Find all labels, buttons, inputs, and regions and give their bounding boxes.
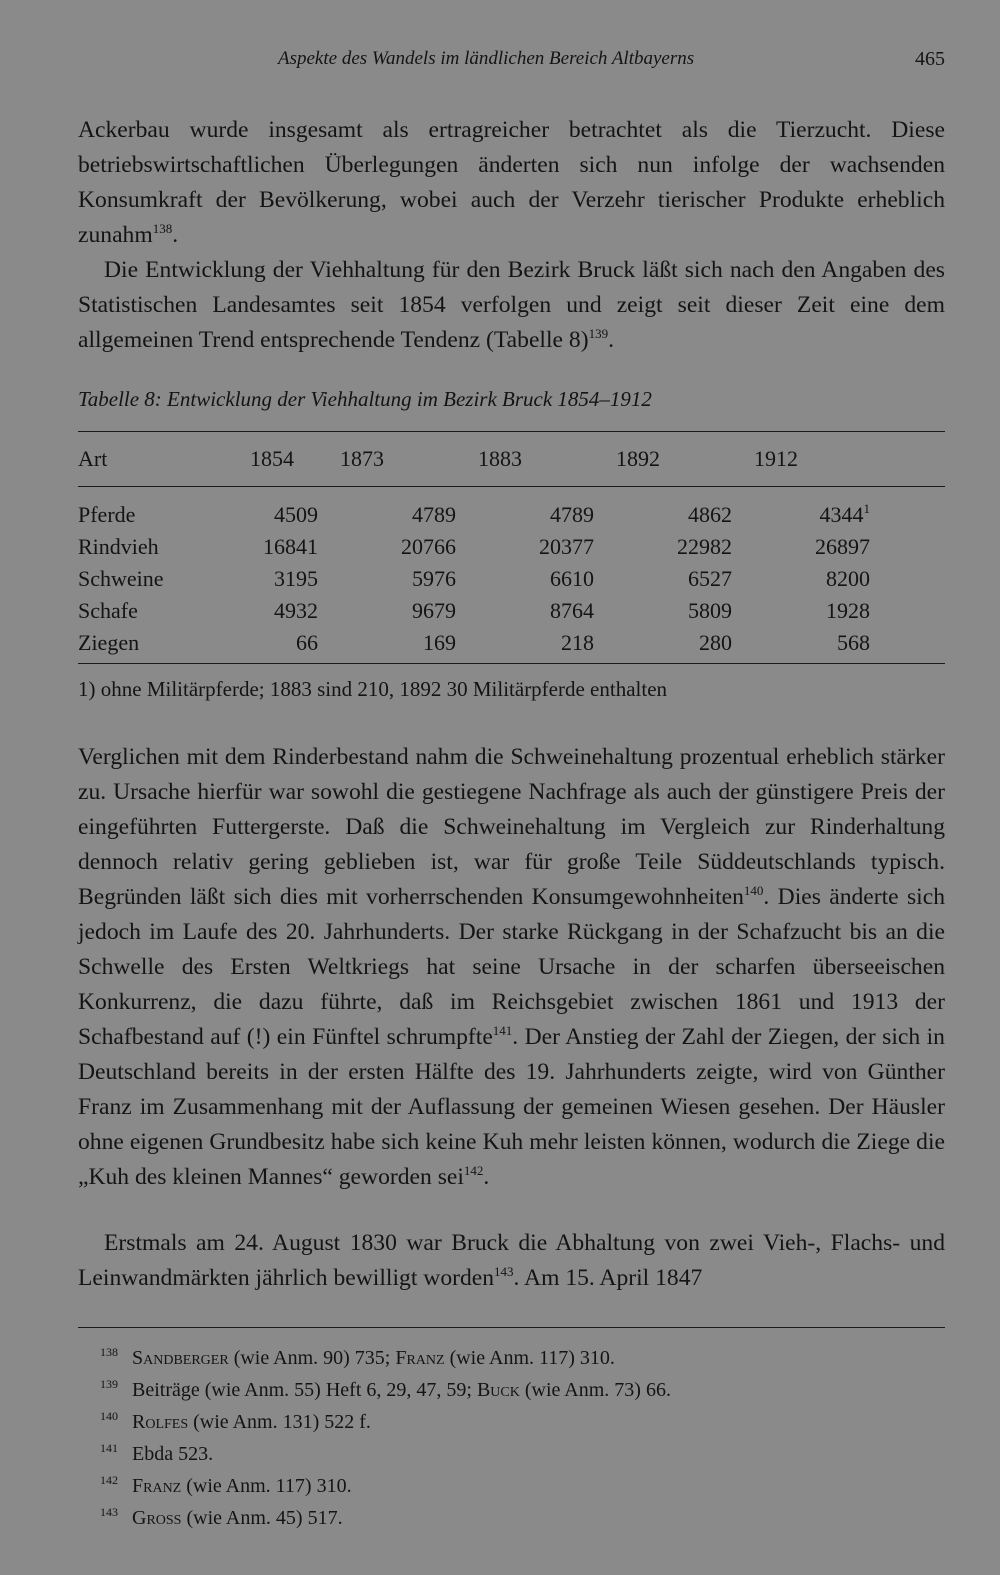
footnote-text: Ebda 523. (132, 1443, 214, 1465)
footnote-author: Franz (132, 1475, 182, 1497)
cell-value: 6527 (688, 566, 732, 591)
footnote-text: (wie Anm. 90) 735; (228, 1347, 396, 1369)
paragraph-4-text: Erstmals am 24. August 1830 war Bruck die Abhaltung von zwei Vieh-, Flachs- und Leinwandmärkten jährlich bewilligt worden (78, 1230, 945, 1291)
footnote-text: (wie Anm. 73) 66. (519, 1379, 671, 1401)
footnote-number: 141 (100, 1441, 118, 1455)
cell-value: 4789 (412, 502, 456, 527)
livestock-table (78, 432, 945, 659)
row-label: Rindvieh (78, 534, 159, 559)
cell-value: 6610 (550, 566, 594, 591)
footnote-text: Beiträge (wie Anm. 55) Heft 6, 29, 47, 59; (132, 1379, 477, 1401)
table-row (78, 563, 945, 595)
footnote-author: Franz (395, 1347, 445, 1369)
footnote-text: (wie Anm. 45) 517. (181, 1507, 343, 1529)
cell-value: 16841 (263, 534, 318, 559)
footnote-143 (100, 1499, 671, 1531)
footnotes (100, 1339, 671, 1531)
paragraph-2-text: Die Entwicklung der Viehhaltung für den Bezirk Bruck läßt sich nach den Angaben des Statistischen Landesamtes seit 1854 verfolgen und zeigt seit dieser Zeit eine dem allgemeinen Trend entsprechende Tendenz (Tabelle 8) (78, 257, 945, 353)
cell-value: 26897 (815, 534, 870, 559)
paragraph-3-text-c: . Der Anstieg der Zahl der Ziegen, der sich in Deutschland bereits in der ersten Hälfte des 19. Jahrhunderts zeigte, wird von Günther Franz im Zusammenhang mit der Auflassung der gemeinen Wiesen gesehen. Der Häusler ohne eigenen Grundbesitz habe sich keine Kuh mehr leisten können, wodurch die Ziege die „Kuh des kleinen Mannes“ geworden sei (78, 1024, 945, 1190)
col-header-1873: 1873 (340, 446, 384, 471)
cell-value: 4789 (550, 502, 594, 527)
cell-value: 4862 (688, 502, 732, 527)
cell-value: 8200 (826, 566, 870, 591)
paragraph-1-end: . (172, 222, 179, 248)
paragraph-4-end: . Am 15. April 1847 (513, 1265, 703, 1291)
paragraph-4 (78, 1226, 945, 1296)
paragraph-3-text-b: . Dies änderte sich jedoch im Laufe des 20. Jahrhunderts. Der starke Rückgang in der Schafzucht bis an die Schwelle des Ersten Weltkriegs hat seine Ursache in der scharfen überseeischen Konkurrenz, die dazu führte, daß im Reichsgebiet zwischen 1861 und 1913 der Schafbestand auf (!) ein Fünftel schrumpfte (78, 884, 945, 1050)
footnote-number: 139 (100, 1377, 118, 1391)
paragraph-3-end: . (483, 1164, 490, 1190)
table-row (78, 531, 945, 563)
footnote-rule (78, 1327, 945, 1328)
table-header-row (78, 432, 945, 487)
cell-value: 20766 (401, 534, 456, 559)
footnote-author: Sandberger (132, 1347, 229, 1369)
col-header-1892: 1892 (616, 446, 660, 471)
paragraph-1-text: Ackerbau wurde insgesamt als ertragreicher betrachtet als die Tierzucht. Diese betriebswirtschaftlichen Überlegungen änderten sich nun infolge der wachsenden Konsumkraft der Bevölkerung, wobei auch der Verzehr tierischer Produkte erheblich zunahm (78, 117, 945, 248)
table-caption: Tabelle 8: Entwicklung der Viehhaltung im Bezirk Bruck 1854–1912 (78, 387, 652, 411)
table-note-ref: 1 (863, 501, 870, 516)
cell-value: 4932 (274, 598, 318, 623)
col-header-1854: 1854 (250, 446, 294, 471)
footnote-author: Rolfes (132, 1411, 189, 1433)
running-title: Aspekte des Wandels im ländlichen Bereich Altbayerns (278, 48, 695, 69)
table-row (78, 499, 945, 531)
cell-value: 5976 (412, 566, 456, 591)
footnote-text: (wie Anm. 131) 522 f. (188, 1411, 371, 1433)
cell-value: 568 (837, 630, 870, 655)
footnote-138 (100, 1339, 671, 1371)
cell-value: 169 (423, 630, 456, 655)
footnote-139 (100, 1371, 671, 1403)
row-label: Pferde (78, 502, 136, 527)
cell-value: 9679 (412, 598, 456, 623)
footnote-142 (100, 1467, 671, 1499)
cell-value: 280 (699, 630, 732, 655)
col-header-art: Art (78, 446, 108, 471)
footnote-140 (100, 1403, 671, 1435)
footnote-author: Buck (476, 1379, 520, 1401)
table-row (78, 595, 945, 627)
footnote-number: 140 (100, 1409, 118, 1423)
footnote-ref-140: 140 (743, 883, 764, 898)
footnote-ref-139: 139 (588, 326, 609, 341)
paragraph-1 (78, 113, 945, 253)
footnote-ref-142: 142 (463, 1163, 484, 1178)
cell-value: 4344$^1$ (819, 501, 870, 527)
cell-value: 8764 (550, 598, 594, 623)
cell-value: 4509 (274, 502, 318, 527)
cell-value: 66 (296, 630, 318, 655)
footnote-number: 143 (100, 1505, 118, 1519)
cell-value: 20377 (539, 534, 594, 559)
cell-value: 218 (561, 630, 594, 655)
footnote-author: Gross (132, 1507, 182, 1529)
cell-value: 1928 (826, 598, 870, 623)
row-label: Ziegen (78, 630, 140, 655)
col-header-1883: 1883 (478, 446, 522, 471)
footnote-141 (100, 1435, 671, 1467)
running-header (78, 44, 945, 78)
col-header-1912: 1912 (754, 446, 798, 471)
footnote-number: 138 (100, 1345, 118, 1359)
cell-value: 5809 (688, 598, 732, 623)
paragraph-2-end: . (608, 327, 614, 353)
table-row (78, 627, 945, 659)
cell-value: 3195 (274, 566, 318, 591)
row-label: Schweine (78, 566, 164, 591)
footnote-text: (wie Anm. 117) 310. (181, 1475, 352, 1497)
footnote-ref-141: 141 (492, 1023, 513, 1038)
footnote-number: 142 (100, 1473, 118, 1487)
paragraph-3 (78, 740, 945, 1195)
page-number: 465 (915, 48, 945, 70)
footnote-text: (wie Anm. 117) 310. (444, 1347, 615, 1369)
cell-value: 22982 (677, 534, 732, 559)
table-bottom-rule (78, 663, 945, 664)
paragraph-3-text-a: Verglichen mit dem Rinderbestand nahm die Schweinehaltung prozentual erheblich stärker zu. Ursache hierfür war sowohl die gestiegene Nachfrage als auch der günstigere Preis der eingeführten Futtergerste. Daß die Schweinehaltung im Vergleich zur Rinderhaltung dennoch relativ gering geblieben ist, war für große Teile Süddeutschlands typisch. Begründen läßt sich dies mit vorherrschenden Konsumgewohnheiten (78, 744, 945, 910)
footnote-ref-143: 143 (494, 1264, 514, 1279)
paragraph-2 (78, 253, 945, 358)
row-label: Schafe (78, 598, 138, 623)
footnote-ref-138: 138 (152, 221, 173, 236)
table-note: 1) ohne Militärpferde; 1883 sind 210, 1892 30 Militärpferde enthalten (78, 677, 668, 701)
